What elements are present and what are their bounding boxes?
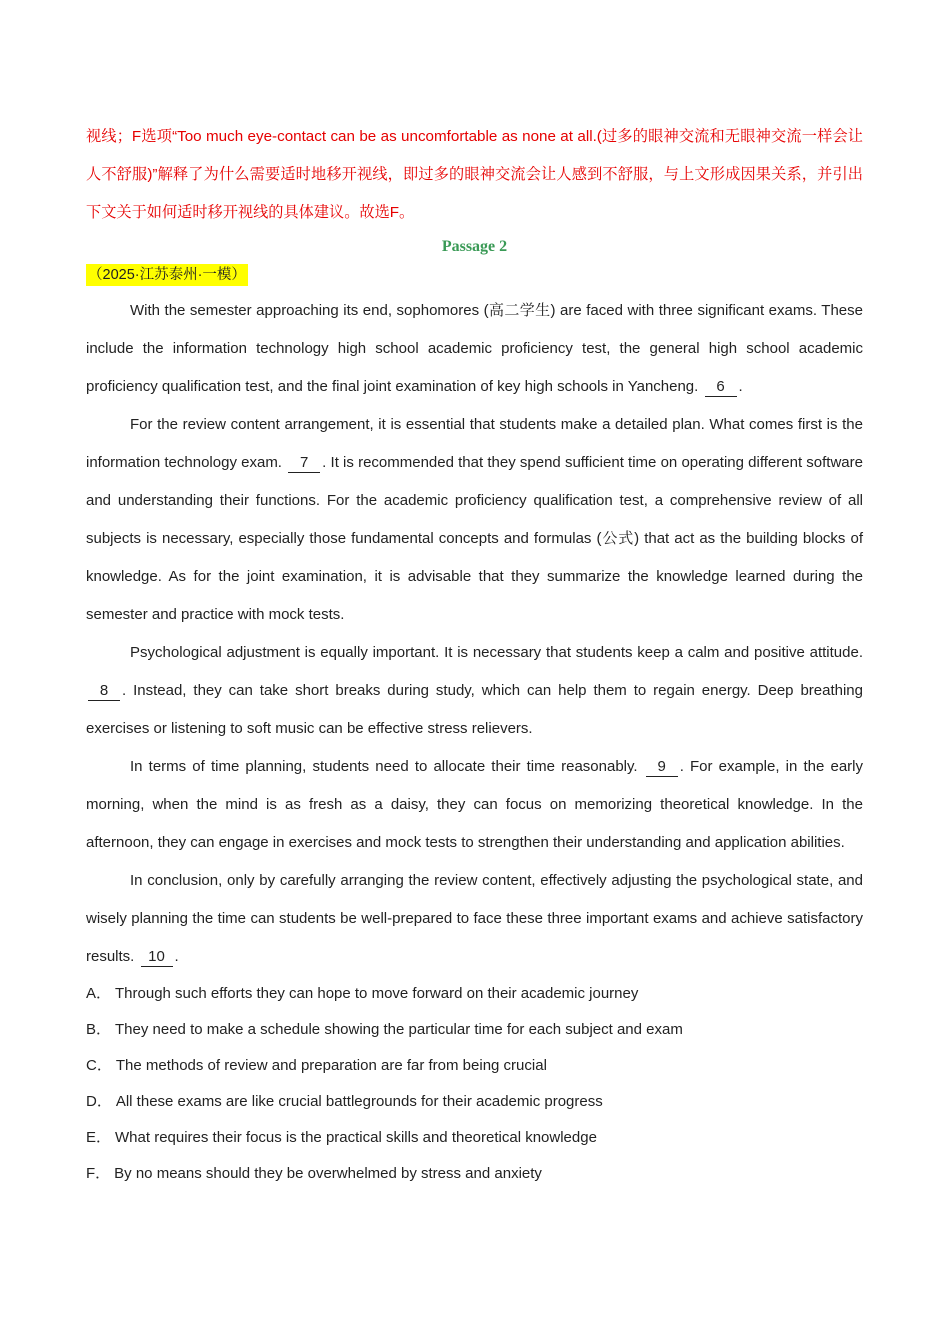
option-letter: F．: [86, 1165, 111, 1182]
option-letter: D．: [86, 1093, 112, 1110]
paragraph-text: . It is recommended that they spend sufficient time on operating different software and understanding their functions. For the academic proficiency qualification test, a comprehensive review of all subjects is necessary, especially those fundamental concepts and formulas (公式) that act as the building blocks of knowledge. As for the joint examination, it is advisable that they summarize the knowledge learned during the semester and practice with mock tests.: [86, 454, 863, 623]
paragraph-text: In terms of time planning, students need to allocate their time reasonably.: [130, 758, 644, 775]
blank-9: 9: [646, 758, 678, 777]
blank-7: 7: [288, 454, 320, 473]
option-d: [86, 1084, 863, 1120]
option-text: Through such efforts they can hope to move forward on their academic journey: [115, 985, 639, 1002]
paragraph-text: . Instead, they can take short breaks during study, which can help them to regain energy. Deep breathing exercises or listening to soft music can be effective stress relievers.: [86, 682, 863, 737]
paragraph-3: [86, 634, 863, 748]
option-f: [86, 1156, 863, 1192]
paragraph-5: [86, 862, 863, 976]
option-letter: A．: [86, 985, 112, 1002]
option-text: The methods of review and preparation are far from being crucial: [115, 1057, 547, 1074]
option-letter: B．: [86, 1021, 112, 1038]
source-tag: （2025·江苏泰州·一模）: [86, 264, 248, 286]
option-b: [86, 1012, 863, 1048]
option-letter: C．: [86, 1057, 112, 1074]
paragraph-1: [86, 292, 863, 406]
answer-explanation: [86, 118, 863, 232]
paragraph-text: Psychological adjustment is equally important. It is necessary that students keep a calm and positive attitude.: [130, 644, 863, 661]
paragraph-4: [86, 748, 863, 862]
paragraph-text: . For example, in the early morning, when the mind is as fresh as a daisy, they can focus on memorizing theoretical knowledge. In the afternoon, they can engage in exercises and mock tests to strengthen their understanding and application abilities.: [86, 758, 863, 851]
option-text: All these exams are like crucial battlegrounds for their academic progress: [115, 1093, 603, 1110]
option-letter: E．: [86, 1129, 112, 1146]
option-e: [86, 1120, 863, 1156]
blank-6: 6: [705, 378, 737, 397]
blank-8: 8: [88, 682, 120, 701]
option-text: By no means should they be overwhelmed by stress and anxiety: [114, 1165, 542, 1182]
paragraph-text: For the review content arrangement, it is essential that students make a detailed plan. What comes first is the information technology exam.: [86, 416, 863, 471]
option-c: [86, 1048, 863, 1084]
paragraph-text: With the semester approaching its end, sophomores (高二学生) are faced with three significant exams. These include the information technology high school academic proficiency test, the general high school academic proficiency qualification test, and the final joint examination of key high schools in Yancheng.: [86, 302, 863, 395]
paragraph-2: [86, 406, 863, 634]
passage-title: Passage 2: [441, 238, 508, 255]
option-text: They need to make a schedule showing the particular time for each subject and exam: [115, 1021, 683, 1038]
document-page: [86, 118, 863, 1192]
options-list: [86, 976, 863, 1192]
blank-10: 10: [141, 948, 173, 967]
paragraph-text: In conclusion, only by carefully arranging the review content, effectively adjusting the psychological state, and wisely planning the time can students be well-prepared to face these three important exams and achieve satisfactory results.: [86, 872, 863, 965]
paragraph-end: .: [174, 948, 179, 965]
explanation-text: 视线；F选项“Too much eye-contact can be as uncomfortable as none at all.(过多的眼神交流和无眼神交流一样会让人不舒服)”解释了为什么需要适时地移开视线，即过多的眼神交流会让人感到不舒服，与上文形成因果关系，并引出下文关于如何适时移开视线的具体建议。故选F。: [86, 128, 863, 221]
option-text: What requires their focus is the practical skills and theoretical knowledge: [115, 1129, 597, 1146]
option-a: [86, 976, 863, 1012]
paragraph-end: .: [738, 378, 743, 395]
